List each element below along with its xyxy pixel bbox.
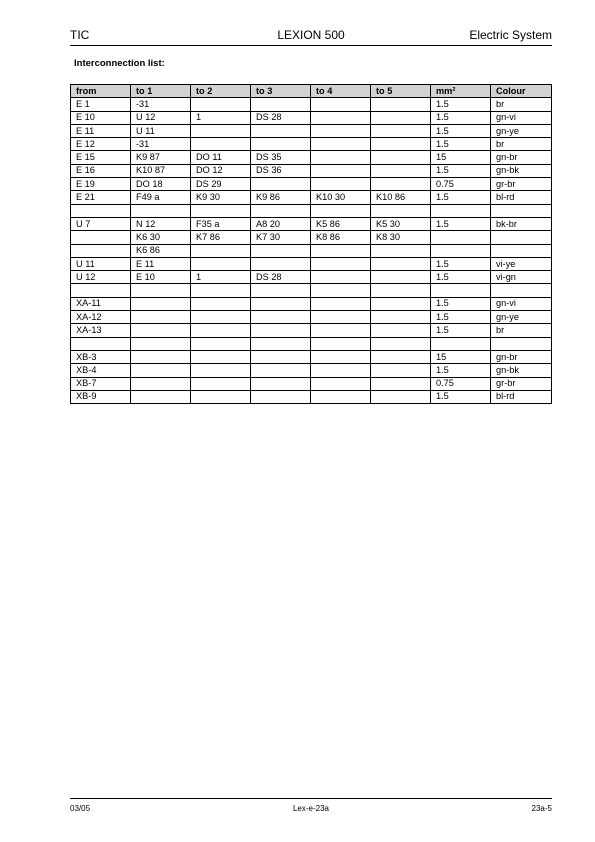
table-cell: DS 36 (251, 164, 311, 177)
table-row (71, 111, 552, 124)
table-cell: K9 86 (251, 191, 311, 204)
table-cell: 1 (191, 111, 251, 124)
table-cell: 1.5 (431, 164, 491, 177)
table-cell: XB-9 (71, 390, 131, 403)
column-header: Colour (491, 85, 552, 98)
table-cell: E 11 (131, 257, 191, 270)
table-cell (371, 178, 431, 191)
column-header: to 1 (131, 85, 191, 98)
table-cell: 1.5 (431, 217, 491, 230)
table-cell (371, 350, 431, 363)
table-cell: 1 (191, 271, 251, 284)
table-cell: gr-br (491, 377, 552, 390)
table-cell: K8 30 (371, 231, 431, 244)
table-cell: F49 a (131, 191, 191, 204)
table-cell: 1.5 (431, 257, 491, 270)
table-cell (371, 151, 431, 164)
table-cell (191, 124, 251, 137)
table-cell: DO 11 (191, 151, 251, 164)
table-cell (131, 390, 191, 403)
table-cell: E 16 (71, 164, 131, 177)
table-cell: -31 (131, 98, 191, 111)
table-cell: bk-br (491, 217, 552, 230)
table-cell: K10 30 (311, 191, 371, 204)
table-cell (191, 311, 251, 324)
footer-date: 03/05 (70, 804, 91, 813)
table-cell (131, 311, 191, 324)
table-cell: gn-ye (491, 124, 552, 137)
table-cell (191, 257, 251, 270)
table-cell: XB-3 (71, 350, 131, 363)
table-cell (371, 311, 431, 324)
table-cell: K7 30 (251, 231, 311, 244)
table-cell: br (491, 138, 552, 151)
table-cell: 1.5 (431, 124, 491, 137)
footer-page-number: 23a-5 (531, 804, 552, 813)
table-cell (491, 284, 552, 297)
table-cell (311, 390, 371, 403)
table-cell (371, 164, 431, 177)
table-cell (131, 337, 191, 350)
table-cell (431, 244, 491, 257)
table-cell (251, 138, 311, 151)
table-row (71, 257, 552, 270)
table-cell: K8 86 (311, 231, 371, 244)
table-cell: bl-rd (491, 390, 552, 403)
table-row (71, 364, 552, 377)
table-cell (371, 377, 431, 390)
table-cell (311, 364, 371, 377)
table-cell: N 12 (131, 217, 191, 230)
header-right-text: Electric System (469, 28, 552, 42)
table-cell (311, 337, 371, 350)
table-cell: DS 35 (251, 151, 311, 164)
table-cell: K6 30 (131, 231, 191, 244)
table-cell: DS 28 (251, 111, 311, 124)
table-cell (131, 324, 191, 337)
table-cell: bl-rd (491, 191, 552, 204)
table-row (71, 390, 552, 403)
table-cell (311, 271, 371, 284)
table-cell (371, 138, 431, 151)
table-cell (371, 284, 431, 297)
table-cell: 15 (431, 151, 491, 164)
table-cell: gn-bk (491, 164, 552, 177)
table-cell (131, 297, 191, 310)
column-header: from (71, 85, 131, 98)
table-cell (371, 204, 431, 217)
table-cell (311, 297, 371, 310)
table-cell (131, 364, 191, 377)
table-cell: br (491, 98, 552, 111)
table-row (71, 124, 552, 137)
table-cell (371, 297, 431, 310)
table-cell (371, 124, 431, 137)
table-cell (131, 204, 191, 217)
table-cell (311, 324, 371, 337)
table-cell: E 21 (71, 191, 131, 204)
table-cell (71, 244, 131, 257)
table-row (71, 284, 552, 297)
table-cell (371, 390, 431, 403)
table-cell (311, 244, 371, 257)
table-cell (311, 98, 371, 111)
table-cell (191, 324, 251, 337)
table-cell: DS 28 (251, 271, 311, 284)
table-row (71, 271, 552, 284)
table-cell (71, 231, 131, 244)
table-cell: K10 86 (371, 191, 431, 204)
table-cell: 1.5 (431, 98, 491, 111)
table-cell (491, 244, 552, 257)
table-cell: DO 12 (191, 164, 251, 177)
table-cell (131, 284, 191, 297)
table-row (71, 138, 552, 151)
table-cell (311, 204, 371, 217)
header-center-text: LEXION 500 (277, 28, 345, 42)
table-cell: 1.5 (431, 297, 491, 310)
table-cell (311, 124, 371, 137)
table-cell (251, 244, 311, 257)
table-row (71, 297, 552, 310)
table-cell (491, 204, 552, 217)
table-cell: vi-gn (491, 271, 552, 284)
column-header: mm² (431, 85, 491, 98)
interconnection-table (70, 84, 552, 404)
table-cell (251, 311, 311, 324)
table-cell (191, 377, 251, 390)
table-cell: U 11 (71, 257, 131, 270)
table-cell (251, 98, 311, 111)
table-cell (311, 178, 371, 191)
table-cell: 1.5 (431, 138, 491, 151)
table-cell (371, 271, 431, 284)
table-row (71, 164, 552, 177)
table-cell (191, 390, 251, 403)
column-header: to 4 (311, 85, 371, 98)
table-cell: XA-13 (71, 324, 131, 337)
table-cell: E 19 (71, 178, 131, 191)
page-header (70, 27, 552, 46)
table-cell: XA-12 (71, 311, 131, 324)
table-header-row (71, 85, 552, 98)
table-cell: 1.5 (431, 324, 491, 337)
table-cell (431, 204, 491, 217)
table-cell (311, 138, 371, 151)
table-cell: 1.5 (431, 311, 491, 324)
table-row (71, 377, 552, 390)
table-cell: DO 18 (131, 178, 191, 191)
table-cell: E 10 (71, 111, 131, 124)
table-cell: gn-bk (491, 364, 552, 377)
table-cell: E 10 (131, 271, 191, 284)
table-cell (311, 164, 371, 177)
table-cell: gn-vi (491, 297, 552, 310)
table-cell (251, 297, 311, 310)
table-cell (131, 377, 191, 390)
table-cell: K7 86 (191, 231, 251, 244)
table-cell (191, 244, 251, 257)
table-cell: U 7 (71, 217, 131, 230)
table-cell (431, 231, 491, 244)
table-cell (251, 284, 311, 297)
table-cell (251, 377, 311, 390)
table-cell (191, 350, 251, 363)
table-cell: 1.5 (431, 364, 491, 377)
table-cell: DS 29 (191, 178, 251, 191)
table-cell: -31 (131, 138, 191, 151)
table-cell (431, 337, 491, 350)
table-cell: gn-br (491, 151, 552, 164)
table-cell: br (491, 324, 552, 337)
table-row (71, 244, 552, 257)
table-cell (371, 111, 431, 124)
table-row (71, 337, 552, 350)
table-body (71, 98, 552, 404)
table-cell: E 11 (71, 124, 131, 137)
table-cell: gn-ye (491, 311, 552, 324)
table-cell (71, 337, 131, 350)
table-cell: 0.75 (431, 178, 491, 191)
table-cell: F35 a (191, 217, 251, 230)
table-cell (191, 204, 251, 217)
table-cell (251, 257, 311, 270)
page-footer (70, 798, 552, 813)
table-row (71, 98, 552, 111)
table-cell (371, 244, 431, 257)
table-cell: gn-vi (491, 111, 552, 124)
table-cell: K10 87 (131, 164, 191, 177)
table-row (71, 191, 552, 204)
table-cell (191, 337, 251, 350)
table-cell (371, 324, 431, 337)
table-cell (191, 297, 251, 310)
table-cell (191, 364, 251, 377)
table-cell: A8 20 (251, 217, 311, 230)
table-cell: gn-br (491, 350, 552, 363)
table-cell: U 12 (71, 271, 131, 284)
table-cell: 15 (431, 350, 491, 363)
table-cell: XB-4 (71, 364, 131, 377)
table-cell (71, 284, 131, 297)
table-cell (371, 257, 431, 270)
table-cell (371, 364, 431, 377)
table-cell: XB-7 (71, 377, 131, 390)
column-header: to 2 (191, 85, 251, 98)
table-cell (191, 284, 251, 297)
table-cell (251, 178, 311, 191)
header-left-text: TIC (70, 28, 90, 42)
table-cell (251, 337, 311, 350)
table-cell: K5 86 (311, 217, 371, 230)
table-cell (251, 124, 311, 137)
table-cell (191, 98, 251, 111)
table-cell: 1.5 (431, 271, 491, 284)
table-cell (491, 231, 552, 244)
table-row (71, 151, 552, 164)
table-cell: XA-11 (71, 297, 131, 310)
table-row (71, 217, 552, 230)
table-cell (311, 311, 371, 324)
table-cell: K5 30 (371, 217, 431, 230)
column-header: to 5 (371, 85, 431, 98)
table-cell (251, 204, 311, 217)
table-cell (251, 364, 311, 377)
table-cell (251, 350, 311, 363)
table-cell: K6 86 (131, 244, 191, 257)
table-cell: E 15 (71, 151, 131, 164)
table-cell: 1.5 (431, 191, 491, 204)
table-cell: K9 30 (191, 191, 251, 204)
column-header: to 3 (251, 85, 311, 98)
table-cell (311, 350, 371, 363)
section-title: Interconnection list: (74, 58, 165, 69)
table-cell: E 1 (71, 98, 131, 111)
table-cell (371, 98, 431, 111)
table-row (71, 204, 552, 217)
table-cell (71, 204, 131, 217)
table-cell (251, 324, 311, 337)
table-cell (311, 111, 371, 124)
table-cell: 1.5 (431, 390, 491, 403)
footer-doc-id: Lex-e-23a (292, 804, 330, 813)
table-cell (191, 138, 251, 151)
table-cell: 0.75 (431, 377, 491, 390)
table-cell (311, 151, 371, 164)
table-cell: E 12 (71, 138, 131, 151)
table-cell (311, 377, 371, 390)
table-cell (431, 284, 491, 297)
table-cell (311, 257, 371, 270)
table-cell: K9 87 (131, 151, 191, 164)
table-cell: vi-ye (491, 257, 552, 270)
table-cell: 1.5 (431, 111, 491, 124)
table-row (71, 311, 552, 324)
table-cell (131, 350, 191, 363)
table-cell (251, 390, 311, 403)
table-row (71, 178, 552, 191)
table-cell: U 11 (131, 124, 191, 137)
table-row (71, 324, 552, 337)
table-row (71, 231, 552, 244)
table-cell: gr-br (491, 178, 552, 191)
table-row (71, 350, 552, 363)
table-cell: U 12 (131, 111, 191, 124)
table-cell (491, 337, 552, 350)
table-cell (311, 284, 371, 297)
table-cell (371, 337, 431, 350)
